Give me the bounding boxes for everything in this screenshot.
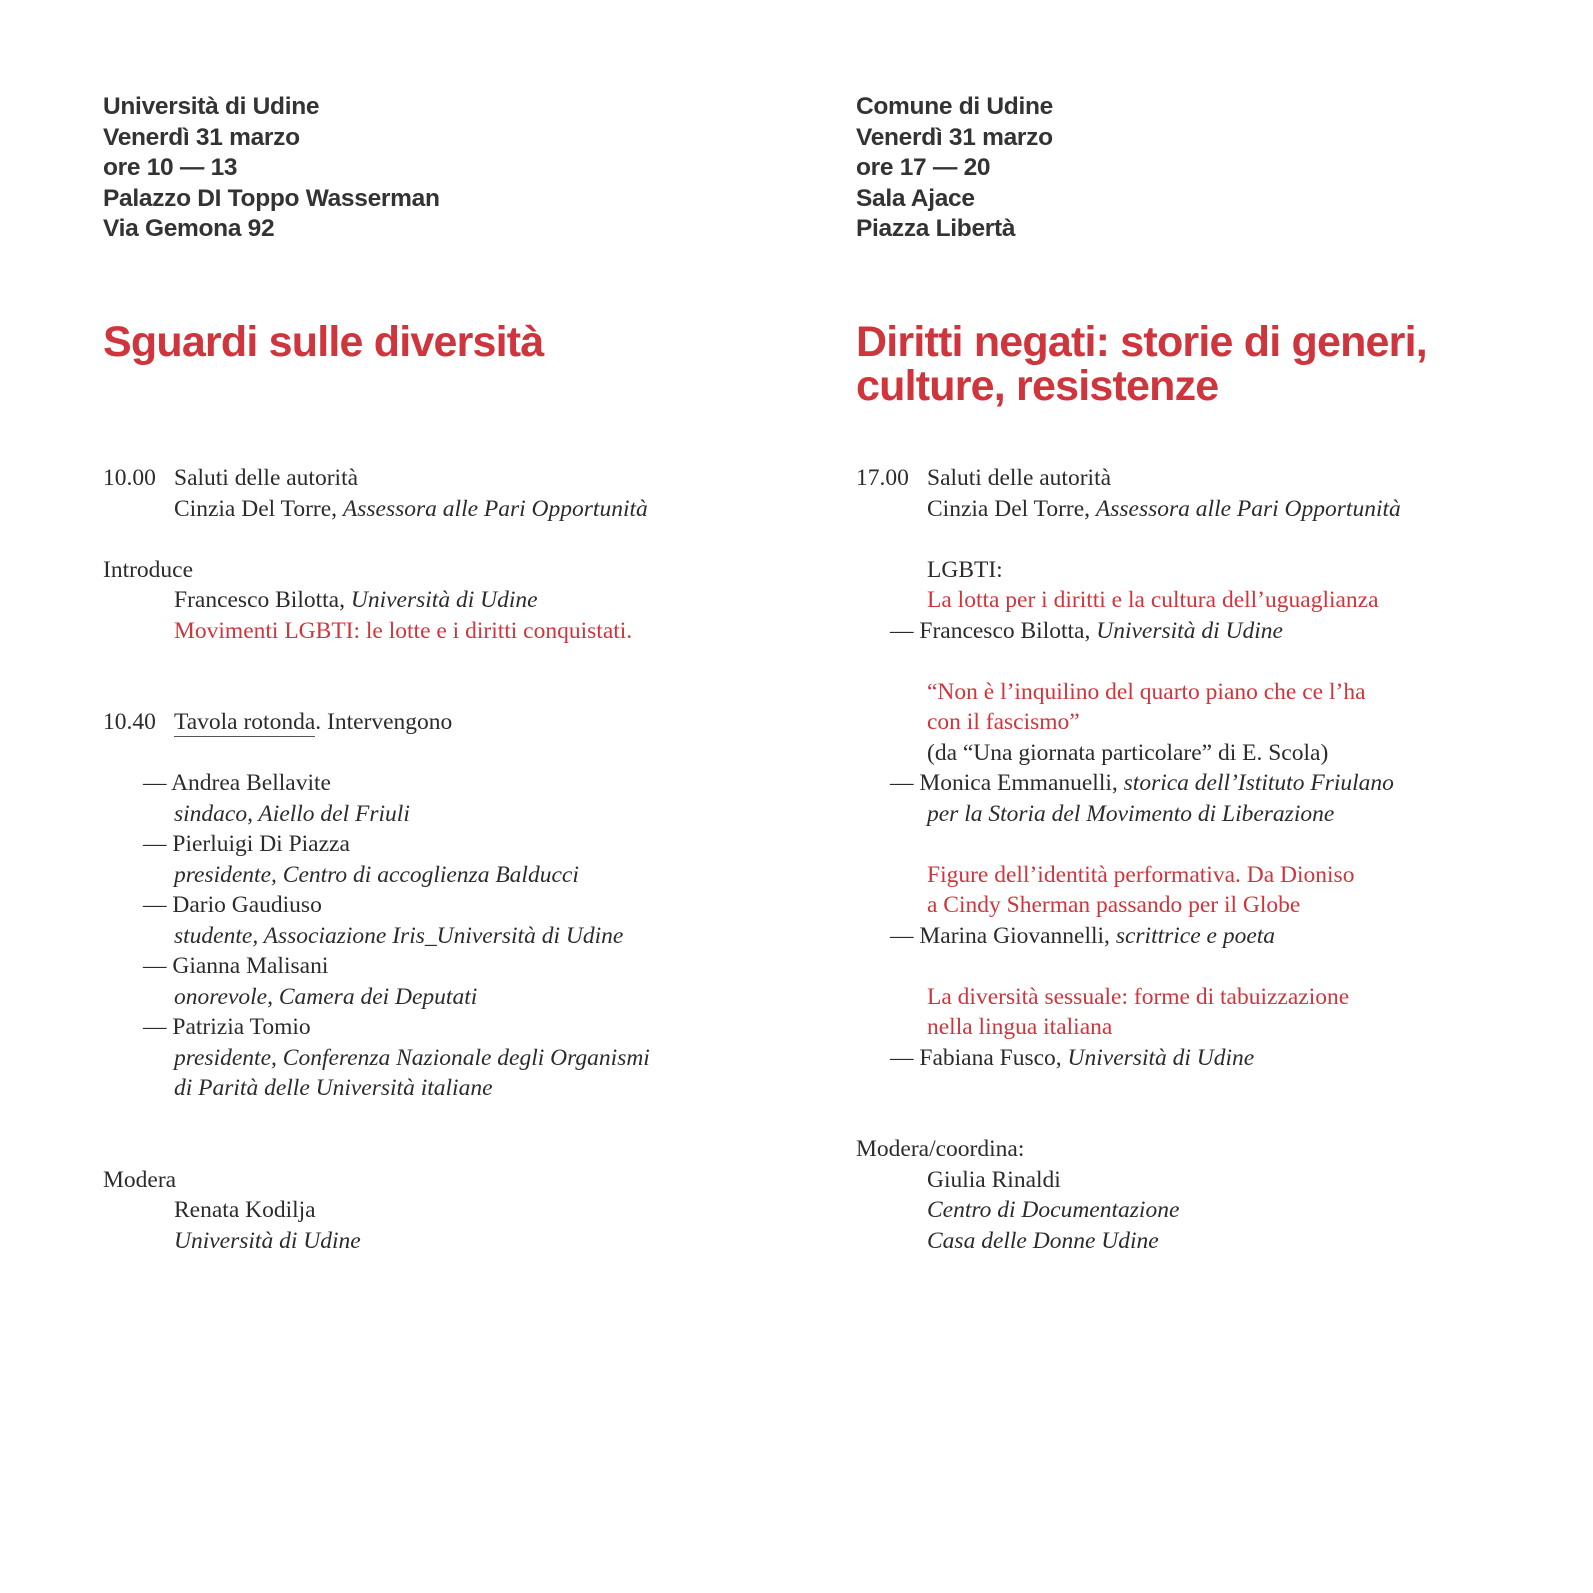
tavola-rotonda-label: Tavola rotonda <box>174 709 316 735</box>
talk-title: La lotta per i diritti e la cultura dell’uguaglianza <box>927 587 1379 613</box>
event-date: Venerdì 31 marzo <box>103 123 300 151</box>
speaker-role: presidente, Conferenza Nazionale degli Organismi <box>174 1044 650 1071</box>
left-program <box>103 463 650 1256</box>
venue-address: Via Gemona 92 <box>103 215 275 242</box>
moderator-name: Renata Kodilja <box>174 1197 316 1223</box>
moderator-role: Centro di Documentazione <box>927 1197 1180 1223</box>
time-label: 17.00 <box>856 465 909 491</box>
talk-title: Figure dell’identità performativa. Da Dioniso <box>927 861 1355 888</box>
time-label: 10.40 <box>103 709 156 735</box>
talk-title: “Non è l’inquilino del quarto piano che ce l’ha <box>927 678 1366 705</box>
speaker-role: per la Storia del Movimento di Liberazione <box>927 800 1335 827</box>
speaker-line: — Marina Giovannelli, scrittrice e poeta <box>890 922 1276 949</box>
speaker-line: Francesco Bilotta, Università di Udine <box>174 587 538 613</box>
speaker-role: di Parità delle Università italiane <box>174 1075 493 1101</box>
introduce-label: Introduce <box>103 556 194 583</box>
modera-label: Modera/coordina: <box>856 1136 1025 1162</box>
talk-note: (da “Una giornata particolare” di E. Scola) <box>927 739 1329 766</box>
right-column <box>856 92 1546 1254</box>
event-hours: ore 17 — 20 <box>856 154 991 181</box>
speaker-line: — Fabiana Fusco, Università di Udine <box>890 1044 1255 1071</box>
venue-name: Palazzo DI Toppo Wasserman <box>103 184 440 212</box>
event-hours: ore 10 — 13 <box>103 154 238 181</box>
speaker-role: studente, Associazione Iris_Università di Udine <box>174 922 624 949</box>
talk-title: con il fascismo” <box>927 709 1080 735</box>
venue-name: Sala Ajace <box>856 184 975 212</box>
program-item-tavola: 10.40 Tavola rotonda. Intervengono <box>103 707 650 738</box>
program-item-saluti: 17.00 Saluti delle autorità <box>856 463 1401 494</box>
program-item-saluti: 10.00 Saluti delle autorità <box>103 463 650 494</box>
time-label: 10.00 <box>103 465 156 491</box>
speaker-line: — Monica Emmanuelli, storica dell’Istituto Friulano <box>890 770 1394 796</box>
talk-title: La diversità sessuale: forme di tabuizzazione <box>927 983 1350 1010</box>
talk-title: Movimenti LGBTI: le lotte e i diritti conquistati. <box>174 617 633 644</box>
speaker-line: Cinzia Del Torre, Assessora alle Pari Opportunità <box>174 495 648 522</box>
talk-title: nella lingua italiana <box>927 1014 1113 1040</box>
speaker-name: — Dario Gaudiuso <box>143 892 322 918</box>
right-header <box>856 92 1546 245</box>
speaker-role: presidente, Centro di accoglienza Balducci <box>174 861 579 888</box>
left-column <box>103 92 793 1254</box>
moderator-name: Giulia Rinaldi <box>927 1166 1061 1193</box>
speaker-name: — Andrea Bellavite <box>143 770 331 796</box>
speaker-line: Cinzia Del Torre, Assessora alle Pari Opportunità <box>927 495 1401 522</box>
talk-title: a Cindy Sherman passando per il Globe <box>927 892 1301 918</box>
venue-organizer: Comune di Udine <box>856 93 1053 120</box>
speaker-name: — Pierluigi Di Piazza <box>143 831 350 857</box>
right-program <box>856 463 1401 1256</box>
speaker-role: onorevole, Camera dei Deputati <box>174 983 478 1010</box>
modera-label: Modera <box>103 1166 177 1193</box>
left-title: Sguardi sulle diversità <box>103 318 544 366</box>
speaker-role: sindaco, Aiello del Friuli <box>174 800 410 827</box>
talk-section-label: LGBTI: <box>927 556 1003 583</box>
moderator-role: Casa delle Donne Udine <box>927 1227 1159 1254</box>
moderator-role: Università di Udine <box>174 1227 361 1254</box>
left-header <box>103 92 793 245</box>
speaker-name: — Gianna Malisani <box>143 953 329 979</box>
venue-organizer: Università di Udine <box>103 93 320 120</box>
event-date: Venerdì 31 marzo <box>856 123 1053 151</box>
venue-address: Piazza Libertà <box>856 215 1016 242</box>
speaker-name: — Patrizia Tomio <box>143 1014 311 1040</box>
right-title: Diritti negati: storie di generi, culture, resistenze <box>856 318 1427 410</box>
speaker-line: — Francesco Bilotta, Università di Udine <box>890 617 1283 644</box>
